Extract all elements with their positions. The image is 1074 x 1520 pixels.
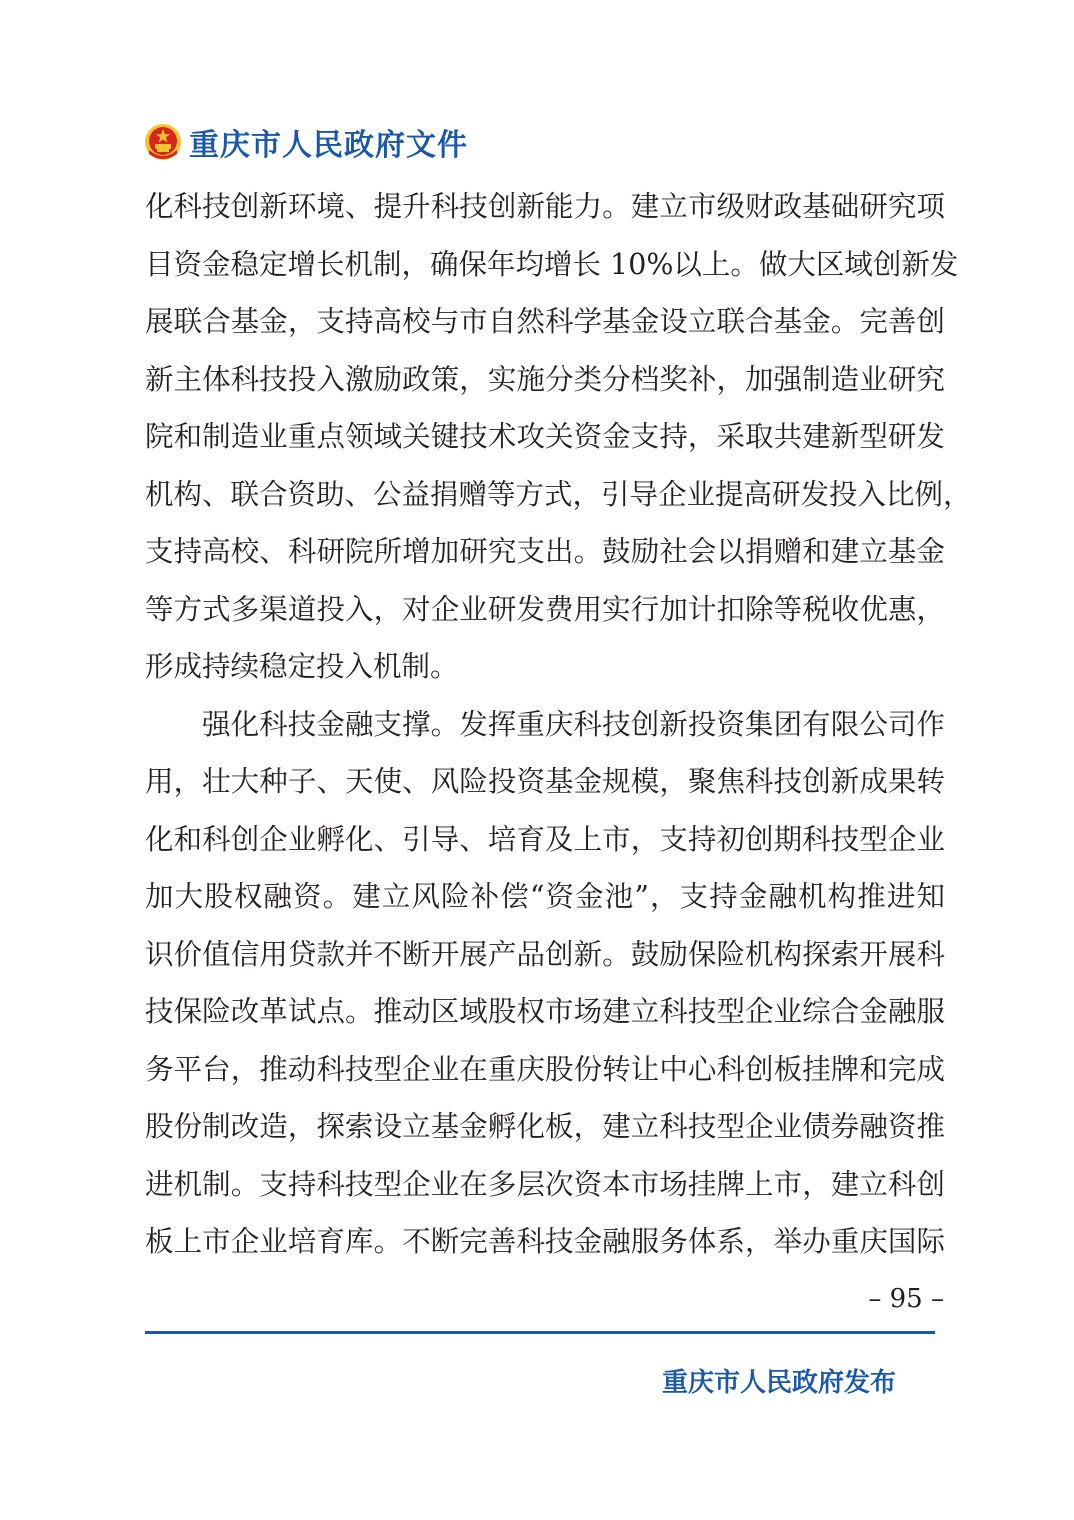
text-line: 股份制改造，探索设立基金孵化板，建立科技型企业债券融资推 <box>145 1110 945 1143</box>
text-line: 技保险改革试点。推动区域股权市场建立科技型企业综合金融服 <box>145 995 945 1028</box>
text-line: 新主体科技投入激励政策，实施分类分档奖补，加强制造业研究 <box>145 362 945 396</box>
text-line: 进机制。支持科技型企业在多层次资本市场挂牌上市，建立科创 <box>145 1167 945 1201</box>
text-line: 目资金稳定增长机制，确保年均增长 10%以上。做大区域创新发 <box>145 247 959 281</box>
paragraph-start-line: 强化科技金融支撑。发挥重庆科技创新投资集团有限公司作 <box>202 707 945 741</box>
text-line: 化和科创企业孵化、引导、培育及上市，支持初创期科技型企业 <box>145 822 945 856</box>
body-text <box>145 178 972 1271</box>
text-line: 务平台，推动科技型企业在重庆股份转让中心科创板挂牌和完成 <box>145 1052 945 1086</box>
text-line: 板上市企业培育库。不断完善科技金融服务体系，举办重庆国际 <box>145 1225 945 1258</box>
text-line: 加大股权融资。建立风险补偿“资金池”，支持金融机构推进知 <box>145 880 945 913</box>
text-line: 展联合基金，支持高校与市自然科学基金设立联合基金。完善创 <box>145 305 945 338</box>
document-header <box>143 118 468 166</box>
publisher-label: 重庆市人民政府发布 <box>662 1368 897 1398</box>
document-title: 重庆市人民政府文件 <box>189 128 468 163</box>
text-line: 化科技创新环境、提升科技创新能力。建立市级财政基础研究项 <box>145 190 945 223</box>
footer-divider <box>145 1331 935 1334</box>
page-number: – 95 – <box>868 1284 944 1314</box>
national-emblem-icon <box>143 122 183 162</box>
text-line: 支持高校、科研院所增加研究支出。鼓励社会以捐赠和建立基金 <box>145 535 945 568</box>
text-line: 院和制造业重点领域关键技术攻关资金支持，采取共建新型研发 <box>145 420 945 453</box>
text-line: 形成持续稳定投入机制。 <box>145 650 459 683</box>
text-line: 用，壮大种子、天使、风险投资基金规模，聚焦科技创新成果转 <box>145 765 945 798</box>
text-line: 等方式多渠道投入，对企业研发费用实行加计扣除等税收优惠， <box>145 592 945 626</box>
text-line: 机构、联合资助、公益捐赠等方式，引导企业提高研发投入比例， <box>145 477 972 511</box>
text-line: 识价值信用贷款并不断开展产品创新。鼓励保险机构探索开展科 <box>145 937 945 971</box>
